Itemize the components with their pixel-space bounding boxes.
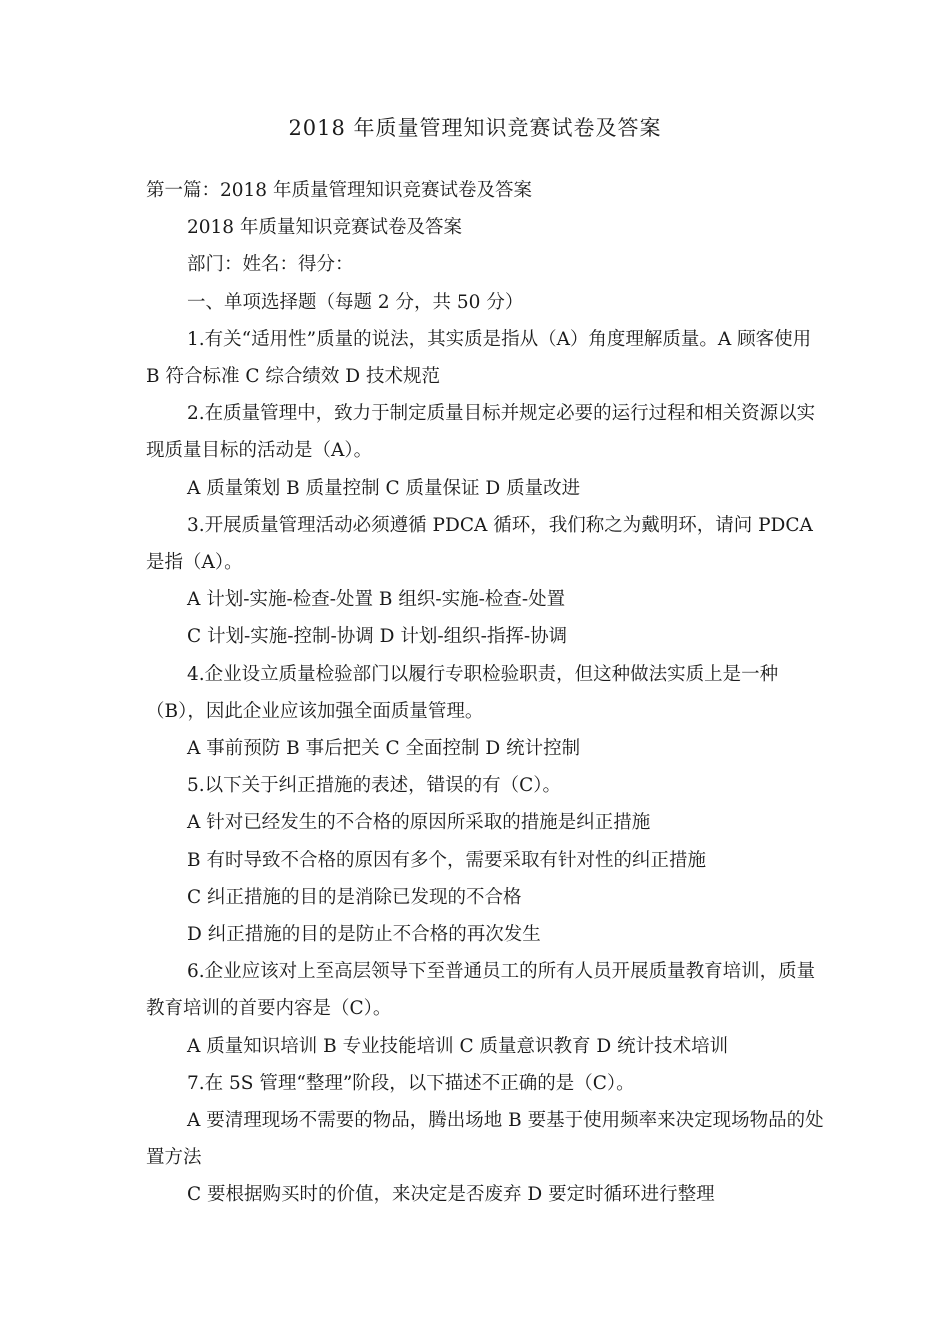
question-4-options: A 事前预防 B 事后把关 C 全面控制 D 统计控制 [187, 738, 581, 760]
question-5-option-d: D 纠正措施的目的是防止不合格的再次发生 [187, 924, 541, 946]
question-5: 5.以下关于纠正措施的表述，错误的有（C）。 [187, 775, 562, 797]
question-1: 1.有关“适用性”质量的说法，其实质是指从（A）角度理解质量。A 顾客使用 B 符合标准 C 综合绩效 D 技术规范 [146, 328, 812, 388]
question-3-options-cd: C 计划-实施-控制-协调 D 计划-组织-指挥-协调 [187, 626, 568, 648]
question-7-options-cd: C 要根据购买时的价值，来决定是否废弃 D 要定时循环进行整理 [187, 1184, 715, 1206]
document-title: 2018 年质量管理知识竞赛试卷及答案 [288, 116, 662, 140]
question-2-options: A 质量策划 B 质量控制 C 质量保证 D 质量改进 [187, 477, 581, 499]
question-5-option-c: C 纠正措施的目的是消除已发现的不合格 [187, 886, 522, 908]
section-heading: 一、单项选择题（每题 2 分，共 50 分） [187, 291, 524, 313]
paragraph: 部门：姓名：得分： [187, 254, 354, 276]
question-5-option-a: A 针对已经发生的不合格的原因所采取的措施是纠正措施 [187, 812, 651, 834]
question-7-options-ab: A 要清理现场不需要的物品，腾出场地 B 要基于使用频率来决定现场物品的处置方法 [146, 1110, 824, 1169]
paragraph: 第一篇：2018 年质量管理知识竞赛试卷及答案 [146, 180, 532, 201]
question-5-option-b: B 有时导致不合格的原因有多个，需要采取有针对性的纠正措施 [187, 849, 706, 871]
question-6: 6.企业应该对上至高层领导下至普通员工的所有人员开展质量教育培训，质量教育培训的首要内容是（C）。 [146, 961, 816, 1020]
question-7: 7.在 5S 管理“整理”阶段，以下描述不正确的是（C）。 [187, 1072, 635, 1094]
question-3: 3.开展质量管理活动必须遵循 PDCA 循环，我们称之为戴明环，请问 PDCA 是指（A）。 [146, 514, 813, 574]
question-2: 2.在质量管理中，致力于制定质量目标并规定必要的运行过程和相关资源以实现质量目标的活动是（A）。 [146, 403, 816, 462]
question-4: 4.企业设立质量检验部门以履行专职检验职责，但这种做法实质上是一种（B），因此企业应该加强全面质量管理。 [146, 663, 779, 722]
question-6-options: A 质量知识培训 B 专业技能培训 C 质量意识教育 D 统计技术培训 [187, 1035, 729, 1057]
paragraph: 2018 年质量知识竞赛试卷及答案 [187, 217, 462, 239]
document-body [146, 172, 826, 1214]
question-3-options-ab: A 计划-实施-检查-处置 B 组织-实施-检查-处置 [187, 589, 566, 611]
